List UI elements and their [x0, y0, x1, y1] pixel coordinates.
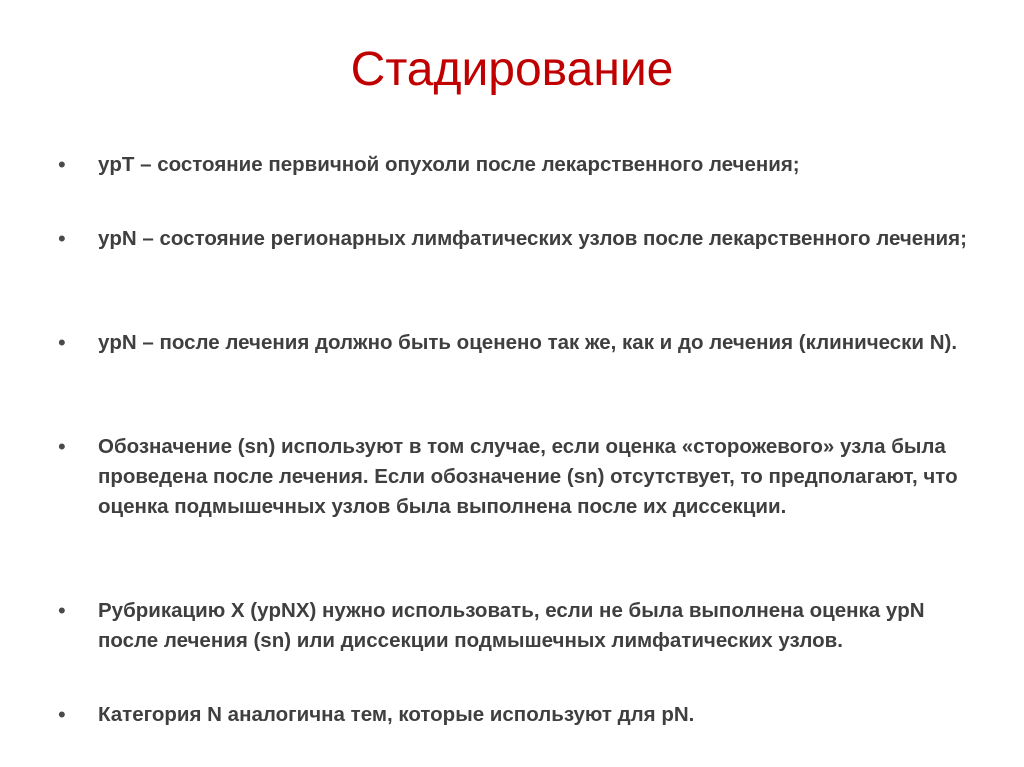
- bullet-dot-icon: •: [58, 598, 66, 623]
- bullet-text: ypN – состояние регионарных лимфатических узлов после лекарственного лечения;: [98, 227, 967, 250]
- bullet-dot-icon: •: [58, 434, 66, 459]
- bullet-dot-icon: •: [58, 226, 66, 251]
- slide-title: Стадирование: [350, 43, 674, 96]
- bullet-text: Категория N аналогична тем, которые используют для pN.: [98, 703, 695, 726]
- bullet-dot-icon: •: [58, 702, 66, 727]
- bullet-text: ypN – после лечения должно быть оценено так же, как и до лечения (клинически N).: [98, 331, 958, 354]
- bullet-text: Обозначение (sn) используют в том случае, если оценка «сторожевого» узла была проведена после лечения. Если обозначение (sn) отсутствует, то предполагают, что оценка подмышечных узлов была выполнена после их диссекции.: [98, 435, 958, 518]
- bullet-dot-icon: •: [58, 330, 66, 355]
- bullet-dot-icon: •: [58, 152, 66, 177]
- bullet-text: Рубрикацию X (ypNX) нужно использовать, если не была выполнена оценка ypN после лечения (sn) или диссекции подмышечных лимфатических узлов.: [98, 599, 925, 652]
- bullet-text: ypT – состояние первичной опухоли после лекарственного лечения;: [98, 153, 800, 176]
